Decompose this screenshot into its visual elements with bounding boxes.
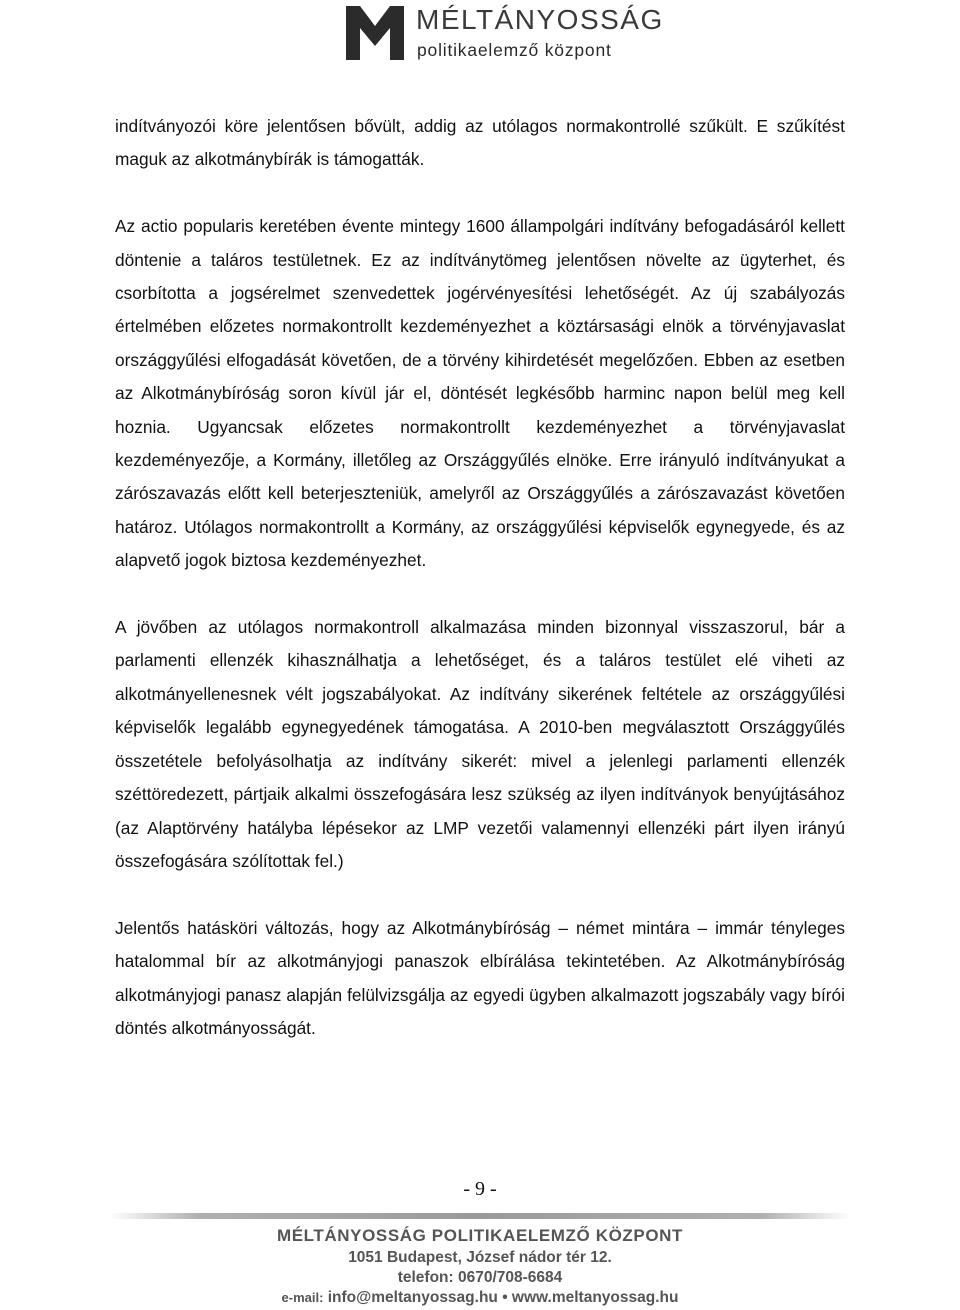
footer-email-web[interactable]: info@meltanyossag.hu • www.meltanyossag.hu — [327, 1289, 679, 1306]
meltanyossag-m-logo-icon — [346, 6, 404, 60]
footer-phone: telefon: 0670/708-6684 — [397, 1269, 563, 1286]
document-body — [115, 110, 845, 1045]
paragraph-3: A jövőben az utólagos normakontroll alkalmazása minden bizonnyal visszaszorul, bár a parlamenti ellenzék kihasználhatja a lehetőséget, és a taláros testület elé viheti az alkotmányellenesnek vélt jogszabályokat. Az indítvány sikerének feltétele az országgyűlési képviselők legalább egynegyedének támogatása. A 2010-ben megválasztott Országgyűlés összetétele befolyásolhatja az indítvány sikerét: mivel a jelenlegi parlamenti ellenzék széttöredezett, pártjaik alkalmi összefogására lesz szükség az ilyen indítványok benyújtásához (az Alaptörvény hatályba lépésekor az LMP vezetői valamennyi ellenzéki párt ilyen irányú összefogására szólítottak fel.) — [115, 617, 845, 871]
page-footer — [0, 1222, 960, 1308]
footer-address: 1051 Budapest, József nádor tér 12. — [348, 1249, 612, 1266]
page-number: - 9 - — [463, 1178, 497, 1200]
logo-subtitle: politikaelemző központ — [417, 40, 612, 60]
paragraph-2: Az actio popularis keretében évente mintegy 1600 állampolgári indítvány befogadásáról kellett döntenie a taláros testületnek. Ez az indítványtömeg jelentősen növelte az ügyterhet, és csorbította a jogsérelmet szenvedettek jogérvényesítési lehetőségét. Az új szabályozás értelmében előzetes normakontrollt kezdeményezhet a köztársasági elnök a törvényjavaslat országgyűlési elfogadását követően, de a törvény kihirdetését megelőzően. Ebben az esetben az Alkotmánybíróság soron kívül jár el, döntését legkésőbb harminc napon belül meg kell hoznia. Ugyancsak előzetes normakontrollt kezdeményezhet a törvényjavaslat kezdeményezője, a Kormány, illetőleg az Országgyűlés elnöke. Erre irányuló indítványukat a zárószavazás előtt kell beterjeszteniük, amelyről az Országgyűlés a zárószavazást követően határoz. Utólagos normakontrollt a Kormány, az országgyűlési képviselők egynegyede, és az alapvető jogok biztosa kezdeményezhet. — [115, 216, 845, 571]
footer-organization: MÉLTÁNYOSSÁG POLITIKAELEMZŐ KÖZPONT — [276, 1226, 683, 1245]
paragraph-4: Jelentős hatásköri változás, hogy az Alkotmánybíróság – német mintára – immár tényleges hatalommal bír az alkotmányjogi panaszok elbírálása tekintetében. Az Alkotmánybíróság alkotmányjogi panasz alapján felülvizsgálja az egyedi ügyben alkalmazott jogszabály vagy bírói döntés alkotmányosságát. — [115, 917, 845, 1038]
footer-email-label: e-mail: — [281, 1290, 324, 1305]
footer-contact — [0, 1288, 960, 1308]
page-header — [0, 0, 960, 70]
footer-divider — [110, 1213, 850, 1219]
logo-title: MÉLTÁNYOSSÁG — [416, 4, 664, 35]
paragraph-1: indítványozói köre jelentősen bővült, addig az utólagos normakontrollé szűkült. E szűkítést maguk az alkotmánybírák is támogatták. — [115, 116, 845, 170]
